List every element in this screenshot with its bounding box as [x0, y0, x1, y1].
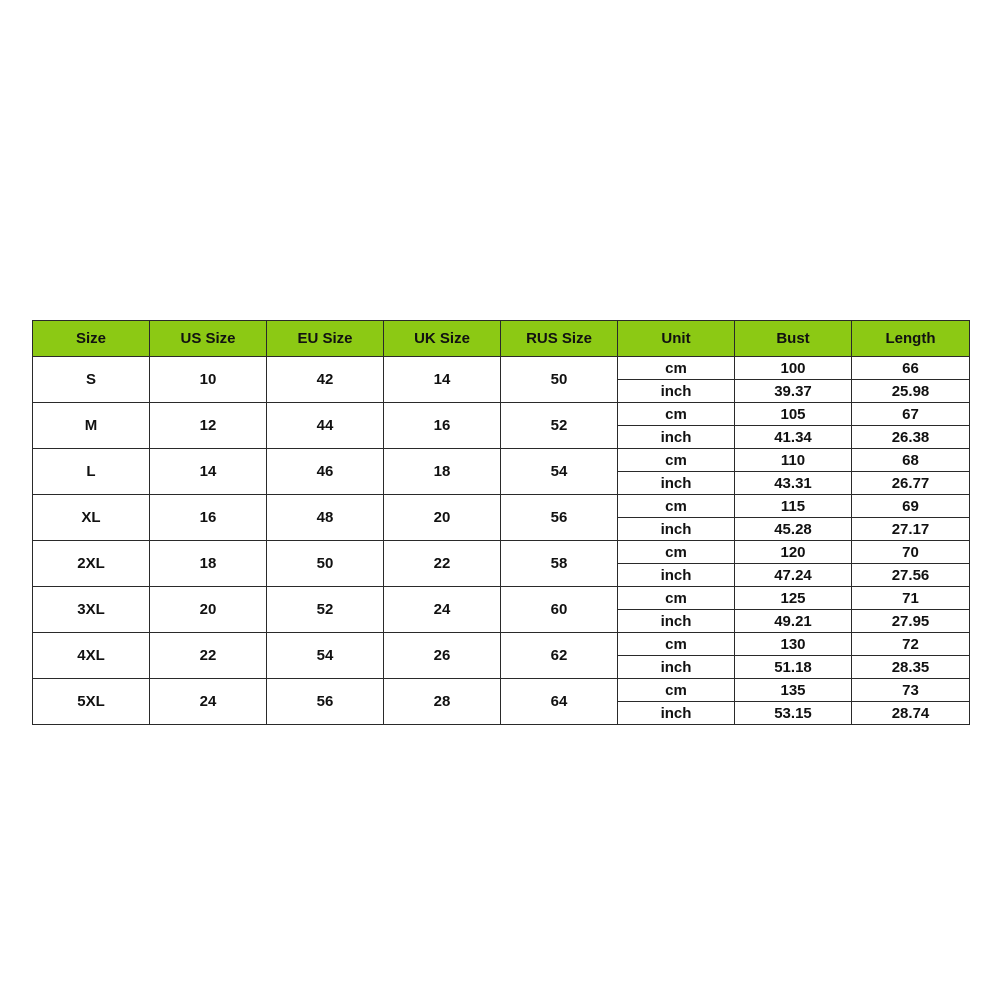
- cell-unit-inch: inch: [618, 426, 735, 449]
- cell-length-inch: 28.74: [852, 702, 970, 725]
- cell-bust-inch: 53.15: [735, 702, 852, 725]
- cell-size: 2XL: [33, 541, 150, 587]
- cell-length-inch: 27.56: [852, 564, 970, 587]
- cell-length-inch: 27.95: [852, 610, 970, 633]
- cell-us-size: 10: [150, 357, 267, 403]
- cell-eu-size: 48: [267, 495, 384, 541]
- cell-unit-cm: cm: [618, 587, 735, 610]
- cell-length-cm: 68: [852, 449, 970, 472]
- table-header: [33, 321, 970, 357]
- table-row-cm: [33, 357, 970, 380]
- cell-uk-size: 26: [384, 633, 501, 679]
- cell-size: 3XL: [33, 587, 150, 633]
- cell-eu-size: 52: [267, 587, 384, 633]
- cell-length-inch: 27.17: [852, 518, 970, 541]
- table-row-cm: [33, 587, 970, 610]
- cell-bust-cm: 125: [735, 587, 852, 610]
- cell-us-size: 20: [150, 587, 267, 633]
- table-row-cm: [33, 449, 970, 472]
- cell-eu-size: 44: [267, 403, 384, 449]
- cell-length-inch: 26.77: [852, 472, 970, 495]
- cell-uk-size: 20: [384, 495, 501, 541]
- cell-bust-cm: 130: [735, 633, 852, 656]
- cell-bust-inch: 39.37: [735, 380, 852, 403]
- cell-rus-size: 52: [501, 403, 618, 449]
- header-uk-size: UK Size: [384, 321, 501, 357]
- cell-bust-cm: 100: [735, 357, 852, 380]
- cell-unit-cm: cm: [618, 403, 735, 426]
- cell-bust-inch: 45.28: [735, 518, 852, 541]
- cell-uk-size: 28: [384, 679, 501, 725]
- cell-length-cm: 70: [852, 541, 970, 564]
- cell-length-cm: 71: [852, 587, 970, 610]
- cell-length-inch: 25.98: [852, 380, 970, 403]
- cell-eu-size: 50: [267, 541, 384, 587]
- header-us-size: US Size: [150, 321, 267, 357]
- cell-length-inch: 26.38: [852, 426, 970, 449]
- header-size: Size: [33, 321, 150, 357]
- header-bust: Bust: [735, 321, 852, 357]
- cell-us-size: 18: [150, 541, 267, 587]
- cell-eu-size: 46: [267, 449, 384, 495]
- size-chart-table: [32, 320, 970, 725]
- cell-length-cm: 66: [852, 357, 970, 380]
- cell-unit-inch: inch: [618, 380, 735, 403]
- table-row-cm: [33, 633, 970, 656]
- cell-unit-inch: inch: [618, 564, 735, 587]
- cell-rus-size: 50: [501, 357, 618, 403]
- cell-size: 5XL: [33, 679, 150, 725]
- cell-bust-inch: 49.21: [735, 610, 852, 633]
- table-row-cm: [33, 403, 970, 426]
- header-row: [33, 321, 970, 357]
- cell-unit-cm: cm: [618, 357, 735, 380]
- cell-bust-inch: 43.31: [735, 472, 852, 495]
- cell-rus-size: 62: [501, 633, 618, 679]
- cell-rus-size: 60: [501, 587, 618, 633]
- cell-bust-cm: 110: [735, 449, 852, 472]
- cell-unit-inch: inch: [618, 656, 735, 679]
- cell-bust-inch: 47.24: [735, 564, 852, 587]
- header-eu-size: EU Size: [267, 321, 384, 357]
- cell-bust-cm: 105: [735, 403, 852, 426]
- header-unit: Unit: [618, 321, 735, 357]
- cell-unit-cm: cm: [618, 633, 735, 656]
- cell-eu-size: 56: [267, 679, 384, 725]
- cell-rus-size: 54: [501, 449, 618, 495]
- cell-unit-cm: cm: [618, 679, 735, 702]
- cell-unit-cm: cm: [618, 449, 735, 472]
- cell-us-size: 14: [150, 449, 267, 495]
- cell-bust-inch: 41.34: [735, 426, 852, 449]
- cell-unit-cm: cm: [618, 495, 735, 518]
- cell-size: 4XL: [33, 633, 150, 679]
- cell-us-size: 12: [150, 403, 267, 449]
- cell-size: L: [33, 449, 150, 495]
- table-row-cm: [33, 679, 970, 702]
- cell-eu-size: 54: [267, 633, 384, 679]
- cell-length-cm: 73: [852, 679, 970, 702]
- header-length: Length: [852, 321, 970, 357]
- cell-unit-cm: cm: [618, 541, 735, 564]
- cell-unit-inch: inch: [618, 702, 735, 725]
- cell-rus-size: 58: [501, 541, 618, 587]
- cell-bust-cm: 135: [735, 679, 852, 702]
- cell-size: S: [33, 357, 150, 403]
- cell-eu-size: 42: [267, 357, 384, 403]
- cell-unit-inch: inch: [618, 472, 735, 495]
- cell-us-size: 22: [150, 633, 267, 679]
- cell-unit-inch: inch: [618, 518, 735, 541]
- cell-size: XL: [33, 495, 150, 541]
- cell-length-cm: 72: [852, 633, 970, 656]
- cell-length-cm: 67: [852, 403, 970, 426]
- cell-length-inch: 28.35: [852, 656, 970, 679]
- cell-size: M: [33, 403, 150, 449]
- cell-us-size: 16: [150, 495, 267, 541]
- table-row-cm: [33, 541, 970, 564]
- cell-uk-size: 22: [384, 541, 501, 587]
- cell-uk-size: 24: [384, 587, 501, 633]
- cell-rus-size: 64: [501, 679, 618, 725]
- cell-length-cm: 69: [852, 495, 970, 518]
- header-rus-size: RUS Size: [501, 321, 618, 357]
- cell-bust-cm: 115: [735, 495, 852, 518]
- cell-uk-size: 14: [384, 357, 501, 403]
- cell-us-size: 24: [150, 679, 267, 725]
- cell-rus-size: 56: [501, 495, 618, 541]
- cell-bust-inch: 51.18: [735, 656, 852, 679]
- table-row-cm: [33, 495, 970, 518]
- cell-bust-cm: 120: [735, 541, 852, 564]
- cell-uk-size: 18: [384, 449, 501, 495]
- cell-unit-inch: inch: [618, 610, 735, 633]
- cell-uk-size: 16: [384, 403, 501, 449]
- table-body: [33, 357, 970, 725]
